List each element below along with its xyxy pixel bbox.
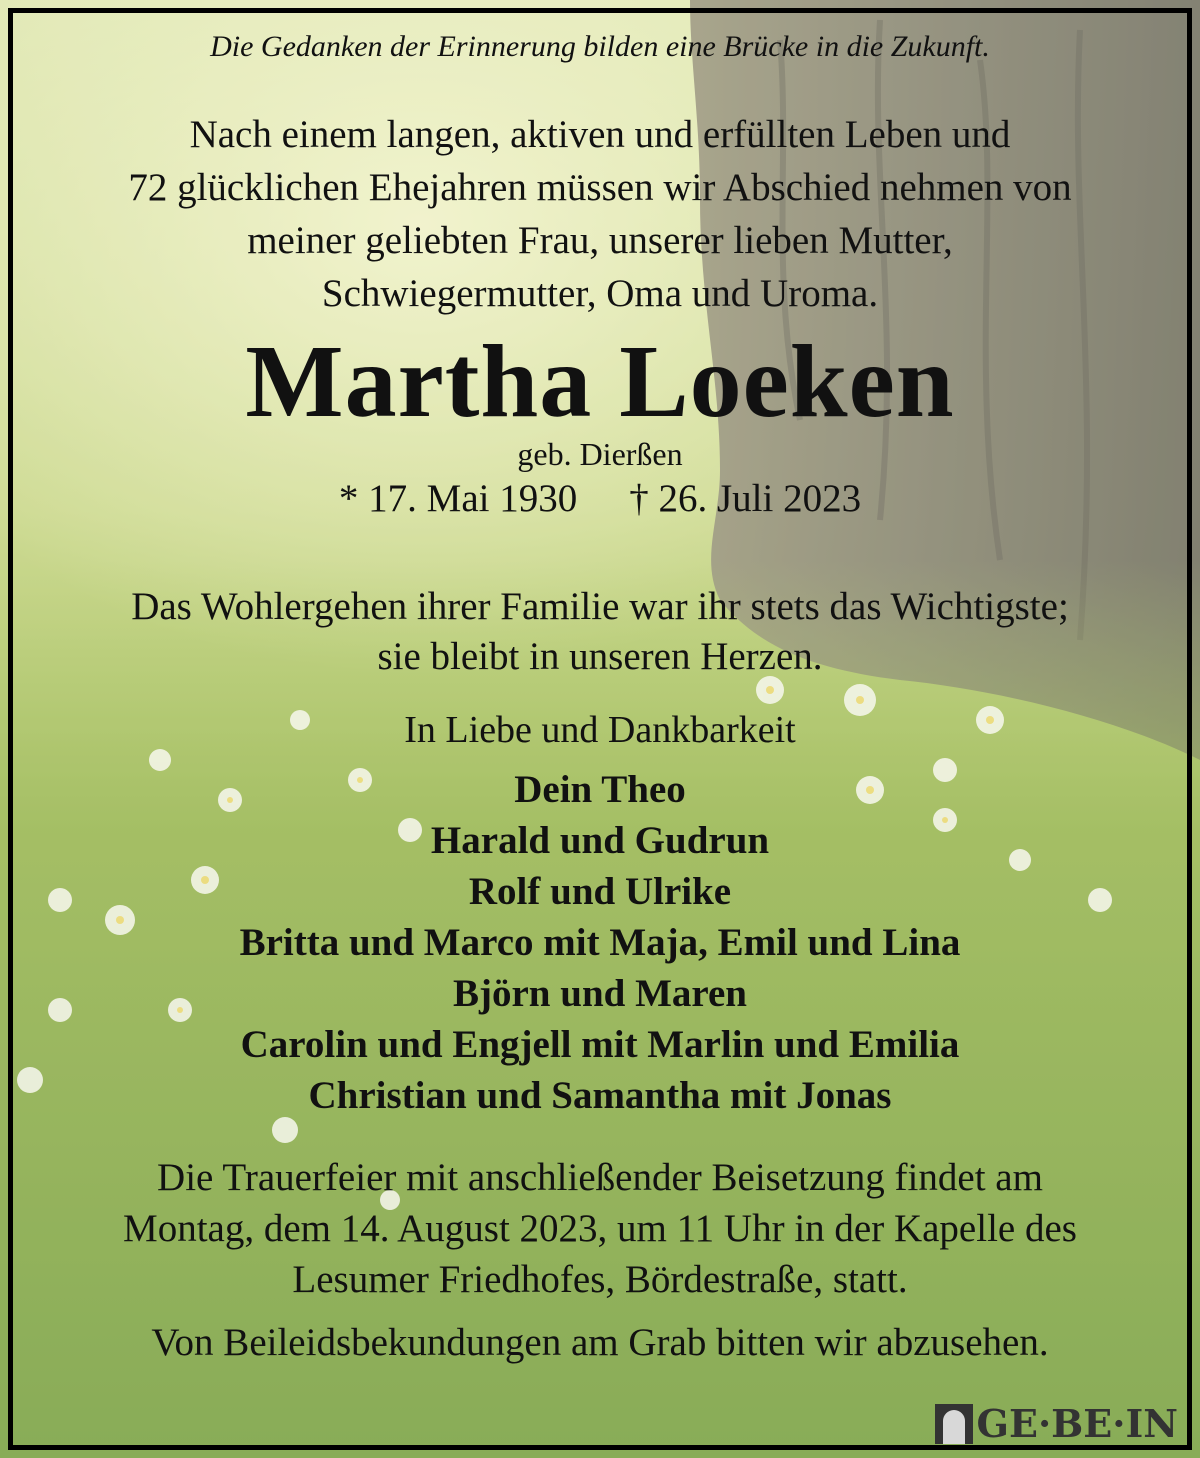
family-member: Dein Theo xyxy=(514,768,686,811)
logo-mark-icon xyxy=(935,1404,973,1444)
intro-line-2: 72 glücklichen Ehejahren müssen wir Abschied nehmen von xyxy=(128,166,1072,209)
service-line-2: Montag, dem 14. August 2023, um 11 Uhr in der Kapelle des xyxy=(123,1207,1077,1250)
logo-text: GE·BE·IN xyxy=(976,1401,1178,1446)
family-member: Rolf und Ulrike xyxy=(468,870,732,913)
family-member: Christian und Samantha mit Jonas xyxy=(308,1074,892,1117)
intro-line-4: Schwiegermutter, Oma und Uroma. xyxy=(321,272,879,315)
motto: Die Gedanken der Erinnerung bilden eine Brücke in die Zukunft. xyxy=(210,30,990,63)
family-member: Harald und Gudrun xyxy=(430,819,770,862)
life-dates xyxy=(0,476,1200,521)
family-member: Britta und Marco mit Maja, Emil und Lina xyxy=(239,921,961,964)
condolence-note: Von Beileidsbekundungen am Grab bitten wir abzusehen. xyxy=(151,1321,1049,1364)
service-line-3: Lesumer Friedhofes, Bördestraße, statt. xyxy=(292,1258,908,1301)
service-line-1: Die Trauerfeier mit anschließender Beisetzung findet am xyxy=(157,1156,1043,1199)
publisher-logo xyxy=(935,1401,1178,1446)
family-member: Björn und Maren xyxy=(453,972,747,1015)
farewell: In Liebe und Dankbarkeit xyxy=(404,709,796,751)
family-member: Carolin und Engjell mit Marlin und Emilia xyxy=(240,1023,960,1066)
quote-line-2: sie bleibt in unseren Herzen. xyxy=(377,635,823,678)
birth-date: * 17. Mai 1930 xyxy=(338,477,578,520)
intro-line-1: Nach einem langen, aktiven und erfüllten Leben und xyxy=(189,113,1011,156)
quote-line-1: Das Wohlergehen ihrer Familie war ihr stets das Wichtigste; xyxy=(131,585,1069,628)
birth-name: geb. Dierßen xyxy=(517,436,683,472)
intro-line-3: meiner geliebten Frau, unserer lieben Mutter, xyxy=(247,219,953,262)
deceased-name: Martha Loeken xyxy=(245,324,955,439)
death-date: † 26. Juli 2023 xyxy=(629,477,862,520)
